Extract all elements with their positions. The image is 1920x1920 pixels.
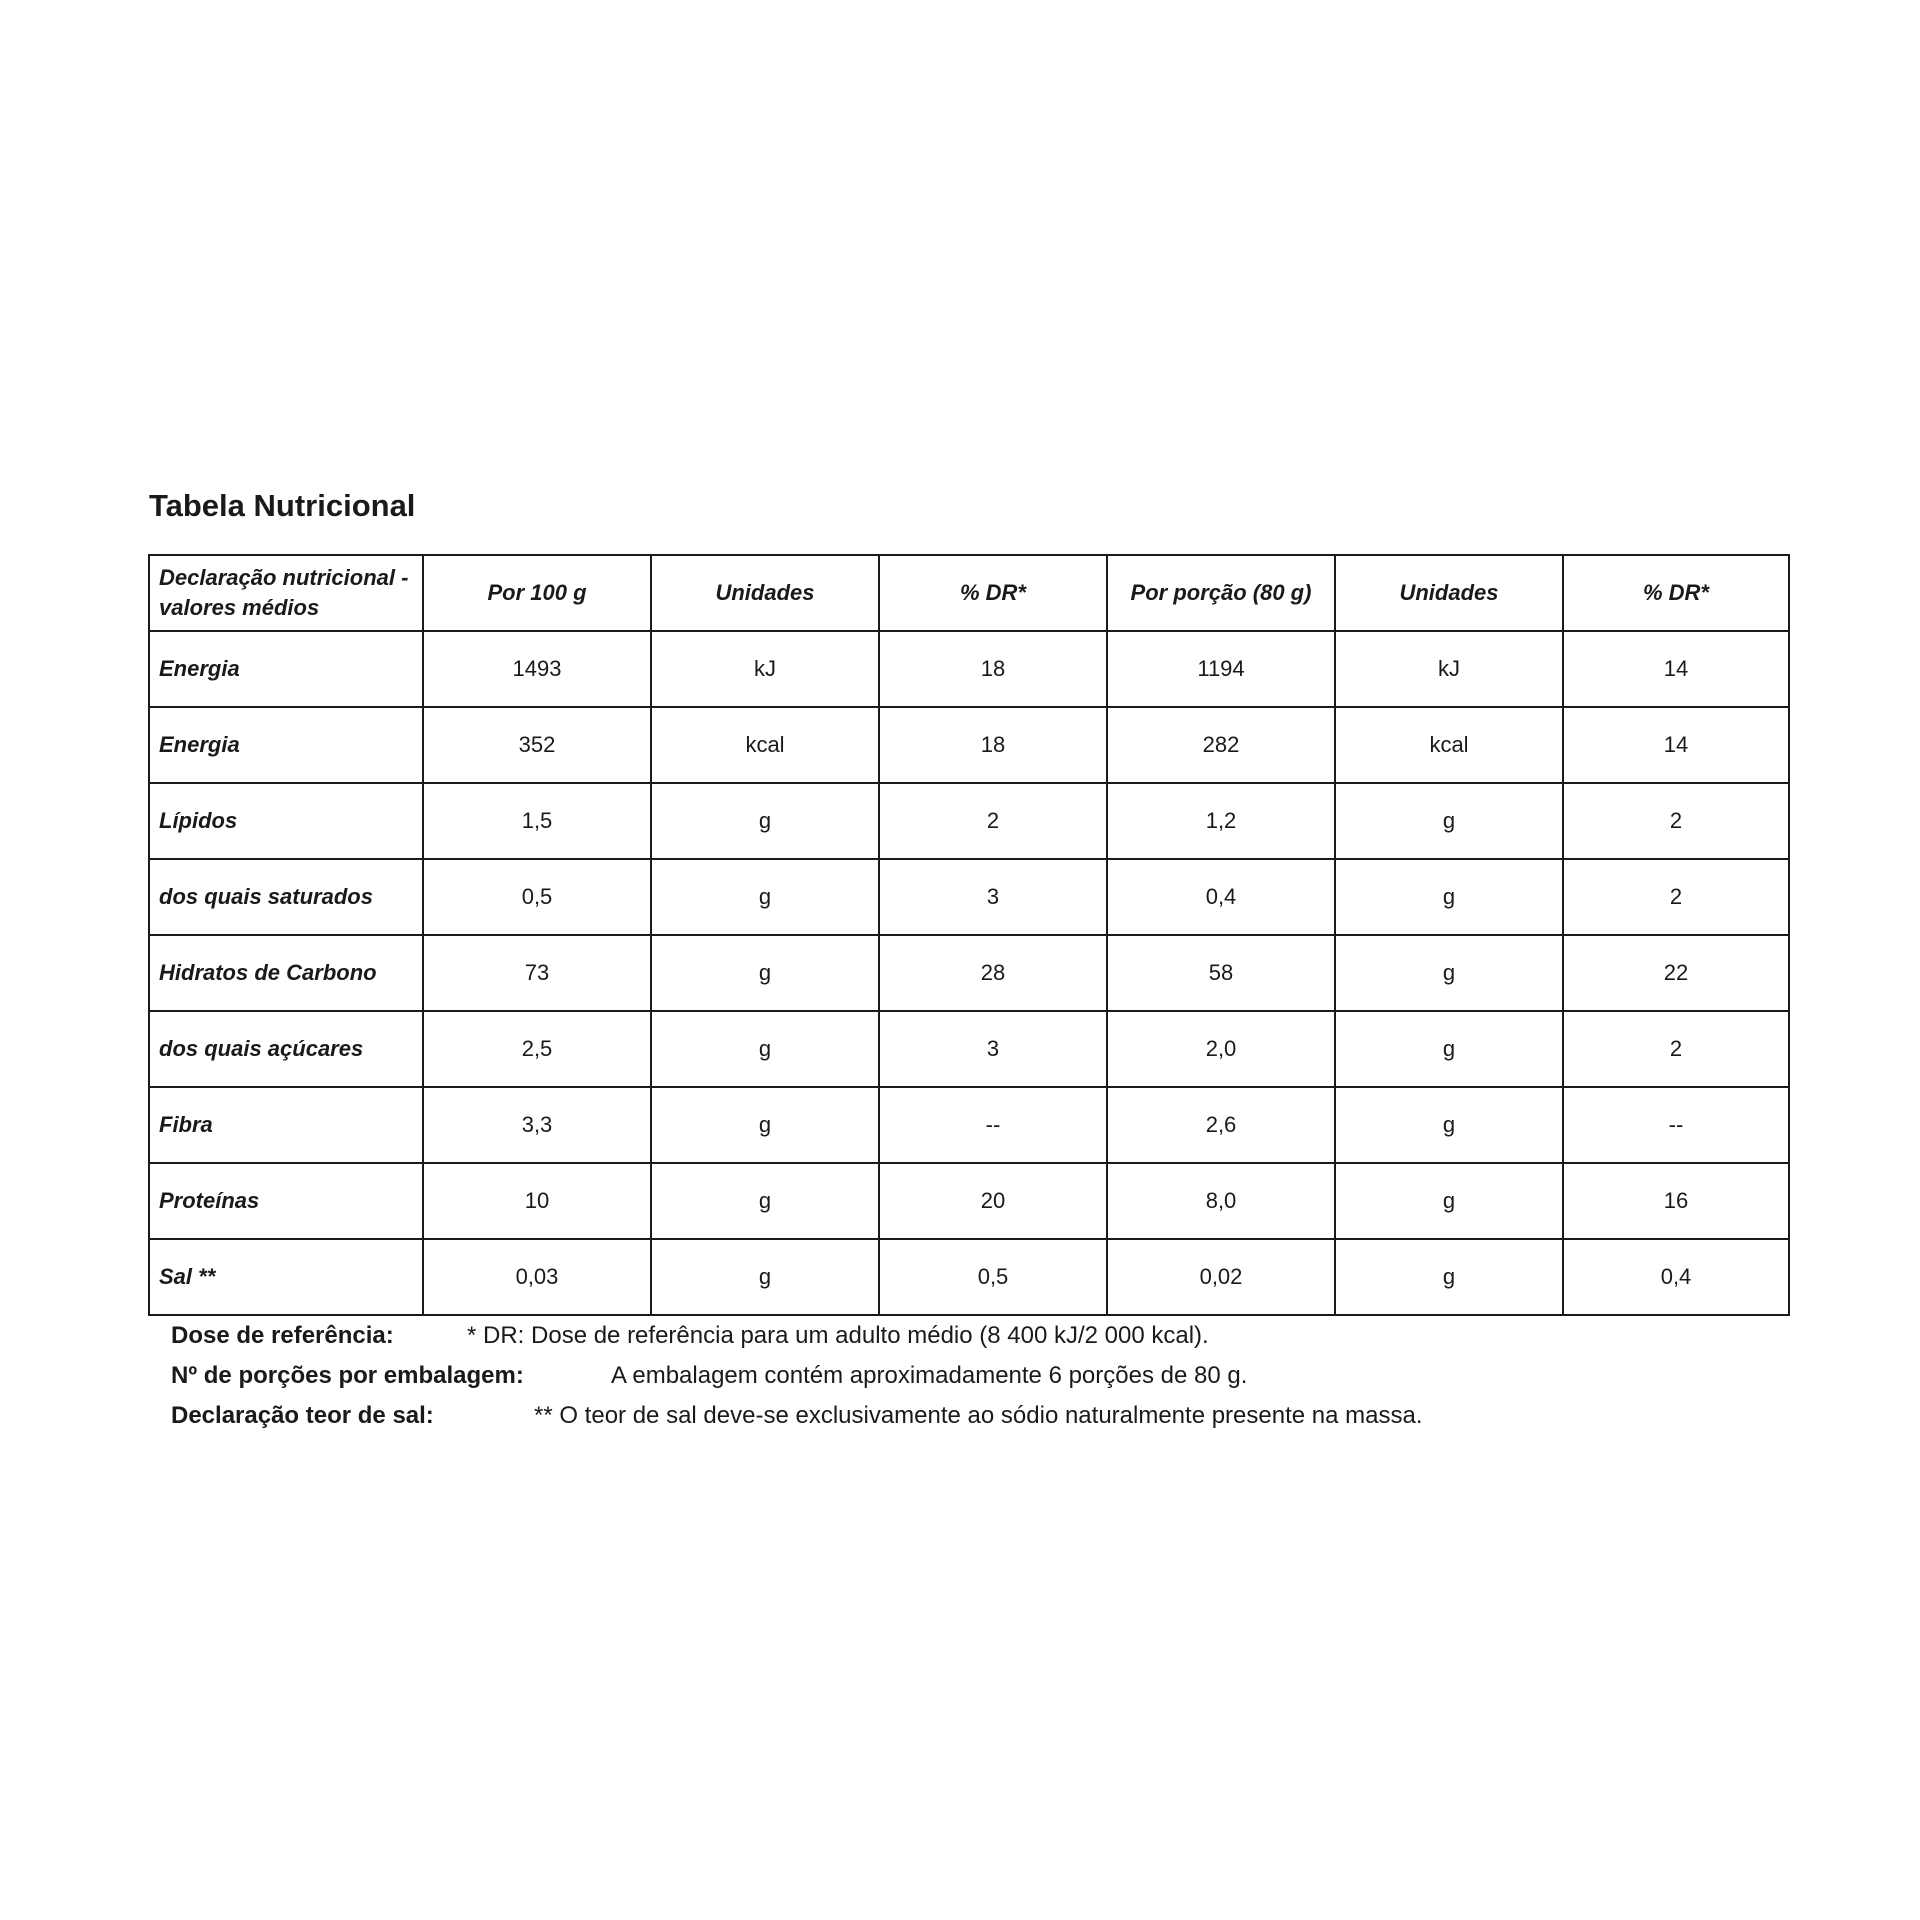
dr-100g: 3 <box>879 859 1107 935</box>
nutrient-name: Energia <box>149 707 423 783</box>
dr-100g: 3 <box>879 1011 1107 1087</box>
dr-portion: 14 <box>1563 707 1789 783</box>
unit-portion: g <box>1335 935 1563 1011</box>
value-per-100g: 2,5 <box>423 1011 651 1087</box>
dr-100g: -- <box>879 1087 1107 1163</box>
dr-portion: 16 <box>1563 1163 1789 1239</box>
note-portions-per-pack <box>171 1362 1771 1402</box>
unit-portion: g <box>1335 1087 1563 1163</box>
unit-portion: kcal <box>1335 707 1563 783</box>
dr-100g: 18 <box>879 707 1107 783</box>
table-row <box>149 631 1789 707</box>
header-units-100g: Unidades <box>651 555 879 631</box>
value-per-100g: 0,5 <box>423 859 651 935</box>
unit-100g: g <box>651 783 879 859</box>
value-per-portion: 1194 <box>1107 631 1335 707</box>
table-row <box>149 707 1789 783</box>
dr-100g: 18 <box>879 631 1107 707</box>
unit-100g: g <box>651 1163 879 1239</box>
unit-100g: g <box>651 1087 879 1163</box>
unit-100g: g <box>651 859 879 935</box>
note-reference-dose <box>171 1322 1771 1362</box>
table-header-row <box>149 555 1789 631</box>
table-row <box>149 1163 1789 1239</box>
dr-portion: 22 <box>1563 935 1789 1011</box>
value-per-100g: 10 <box>423 1163 651 1239</box>
dr-100g: 20 <box>879 1163 1107 1239</box>
nutrient-name: Fibra <box>149 1087 423 1163</box>
header-label-line-2: valores médios <box>159 595 320 620</box>
unit-100g: kJ <box>651 631 879 707</box>
table-row <box>149 935 1789 1011</box>
nutrient-name: Lípidos <box>149 783 423 859</box>
unit-100g: g <box>651 1011 879 1087</box>
unit-portion: g <box>1335 859 1563 935</box>
unit-portion: g <box>1335 1011 1563 1087</box>
note-value: A embalagem contém aproximadamente 6 porções de 80 g. <box>611 1362 1248 1389</box>
nutrient-name: Energia <box>149 631 423 707</box>
page-title: Tabela Nutricional <box>149 488 416 523</box>
dr-portion: 14 <box>1563 631 1789 707</box>
value-per-100g: 73 <box>423 935 651 1011</box>
value-per-portion: 8,0 <box>1107 1163 1335 1239</box>
dr-portion: 2 <box>1563 783 1789 859</box>
unit-portion: kJ <box>1335 631 1563 707</box>
dr-100g: 28 <box>879 935 1107 1011</box>
table-row <box>149 1011 1789 1087</box>
note-label: Dose de referência: <box>171 1322 394 1349</box>
header-per-100g: Por 100 g <box>423 555 651 631</box>
unit-portion: g <box>1335 783 1563 859</box>
dr-portion: -- <box>1563 1087 1789 1163</box>
table-row <box>149 783 1789 859</box>
note-label: Declaração teor de sal: <box>171 1402 434 1429</box>
table-row <box>149 859 1789 935</box>
header-label-line-1: Declaração nutricional - <box>159 565 409 590</box>
nutrient-name: Sal ** <box>149 1239 423 1315</box>
nutrition-table <box>148 554 1790 1316</box>
unit-portion: g <box>1335 1163 1563 1239</box>
header-per-portion: Por porção (80 g) <box>1107 555 1335 631</box>
dr-portion: 0,4 <box>1563 1239 1789 1315</box>
unit-100g: g <box>651 1239 879 1315</box>
dr-100g: 2 <box>879 783 1107 859</box>
value-per-portion: 0,02 <box>1107 1239 1335 1315</box>
header-dr-100g: % DR* <box>879 555 1107 631</box>
value-per-100g: 1,5 <box>423 783 651 859</box>
dr-portion: 2 <box>1563 1011 1789 1087</box>
value-per-portion: 2,6 <box>1107 1087 1335 1163</box>
unit-100g: kcal <box>651 707 879 783</box>
value-per-100g: 0,03 <box>423 1239 651 1315</box>
value-per-portion: 0,4 <box>1107 859 1335 935</box>
table-row <box>149 1239 1789 1315</box>
dr-100g: 0,5 <box>879 1239 1107 1315</box>
table-body <box>149 631 1789 1315</box>
header-nutrition-declaration <box>149 555 423 631</box>
note-salt-declaration <box>171 1402 1771 1442</box>
unit-100g: g <box>651 935 879 1011</box>
header-dr-portion: % DR* <box>1563 555 1789 631</box>
value-per-100g: 3,3 <box>423 1087 651 1163</box>
value-per-100g: 352 <box>423 707 651 783</box>
footnotes <box>171 1322 1771 1442</box>
nutrient-name: Hidratos de Carbono <box>149 935 423 1011</box>
value-per-portion: 1,2 <box>1107 783 1335 859</box>
nutrient-name: dos quais saturados <box>149 859 423 935</box>
dr-portion: 2 <box>1563 859 1789 935</box>
table-row <box>149 1087 1789 1163</box>
note-label: Nº de porções por embalagem: <box>171 1362 524 1389</box>
header-units-portion: Unidades <box>1335 555 1563 631</box>
value-per-portion: 58 <box>1107 935 1335 1011</box>
value-per-portion: 282 <box>1107 707 1335 783</box>
nutrient-name: dos quais açúcares <box>149 1011 423 1087</box>
note-value: ** O teor de sal deve-se exclusivamente ao sódio naturalmente presente na massa. <box>534 1402 1423 1429</box>
value-per-100g: 1493 <box>423 631 651 707</box>
nutrient-name: Proteínas <box>149 1163 423 1239</box>
value-per-portion: 2,0 <box>1107 1011 1335 1087</box>
note-value: * DR: Dose de referência para um adulto médio (8 400 kJ/2 000 kcal). <box>467 1322 1209 1349</box>
unit-portion: g <box>1335 1239 1563 1315</box>
